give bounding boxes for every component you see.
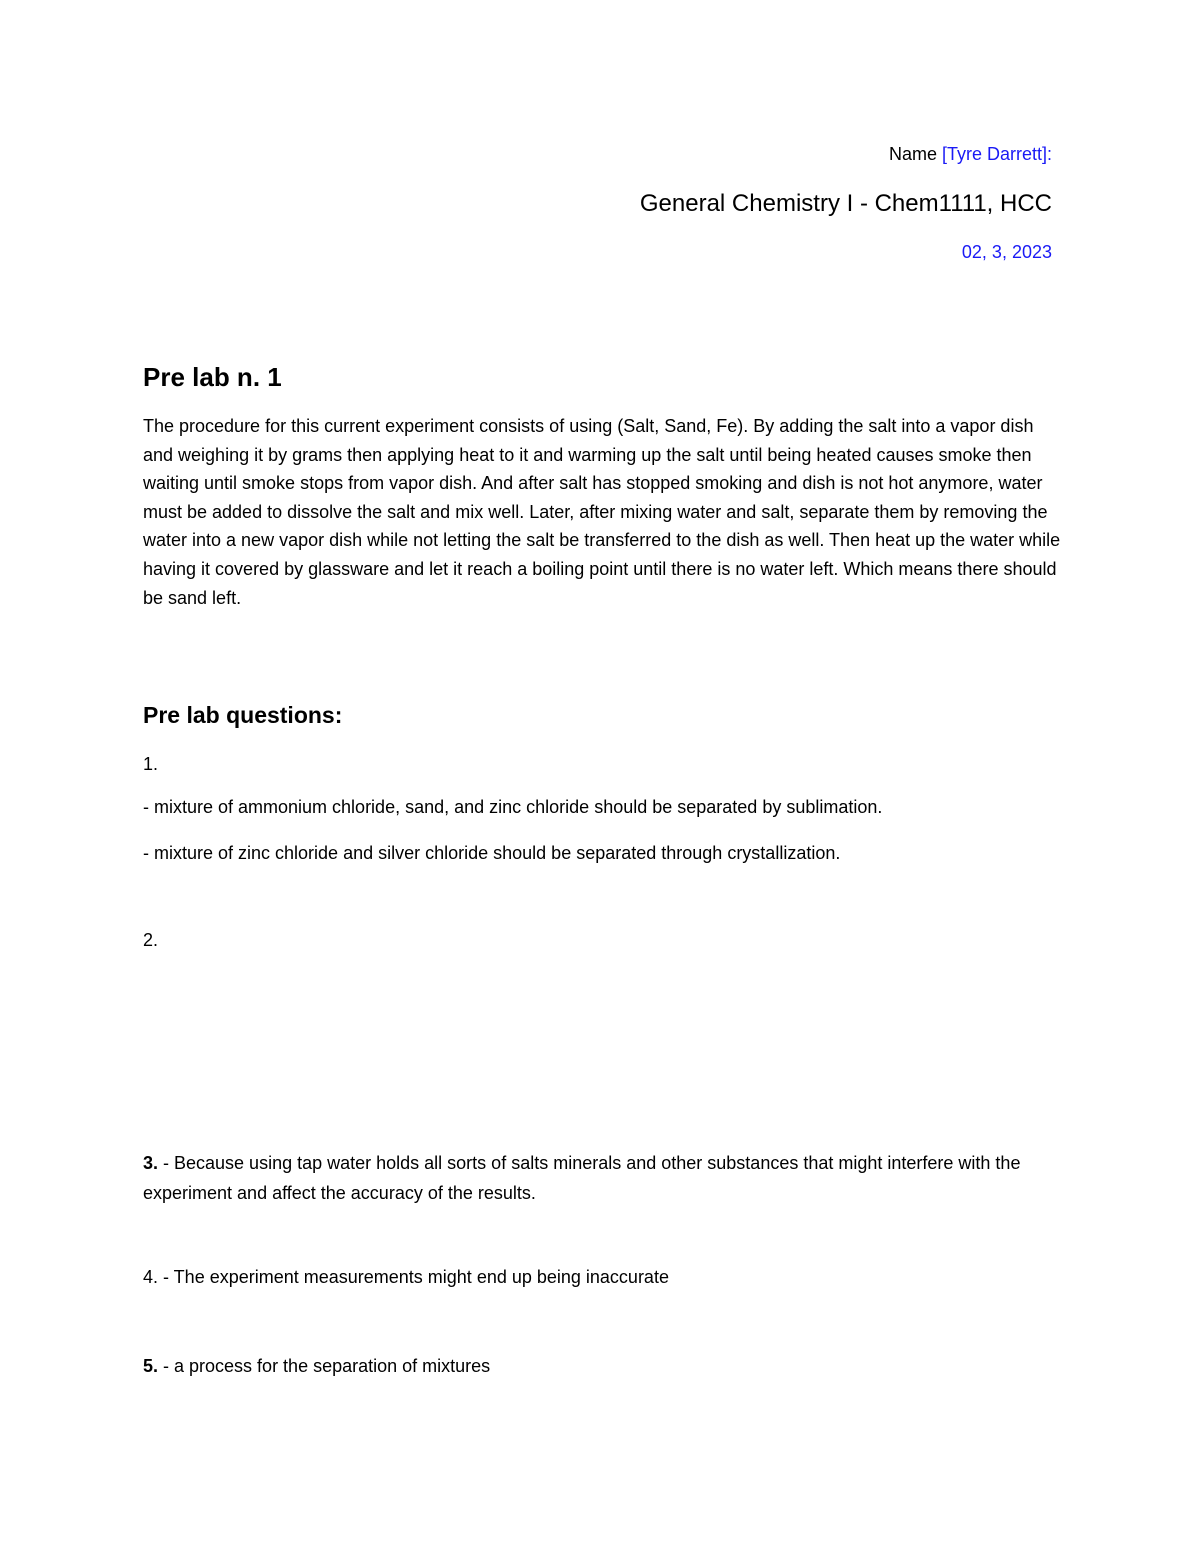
questions-heading: Pre lab questions: [143, 702, 343, 728]
question-3-number: 3. [143, 1153, 159, 1173]
course-title: General Chemistry I - Chem1111, HCC [639, 190, 1052, 217]
question-5 [143, 1356, 490, 1377]
name-label: Name [888, 144, 942, 164]
question-5-number: 5. [143, 1356, 159, 1376]
question-4 [143, 1267, 669, 1288]
procedure-paragraph: The procedure for this current experiment consists of using (Salt, Sand, Fe). By adding the salt into a vapor dish and weighing it by grams then applying heat to it and warming up the salt until being heated causes smoke then waiting until smoke stops from vapor dish. And after salt has stopped smoking and dish is not hot anymore, water must be added to dissolve the salt and mix well. Later, after mixing water and salt, separate them by removing the water into a new vapor dish while not letting the salt be transferred to the dish as well. Then heat up the water while having it covered by glassware and let it reach a boiling point until there is no water left. Which means there should be sand left. [143, 416, 1061, 608]
question-1-answer-b: - mixture of zinc chloride and silver chloride should be separated through crystallization. [143, 843, 841, 863]
document-date: 02, 3, 2023 [961, 242, 1052, 262]
question-3-answer: - Because using tap water holds all sorts of salts minerals and other substances that might interfere with the experiment and affect the accuracy of the results. [143, 1153, 1021, 1203]
question-4-number: 4. [143, 1267, 159, 1287]
question-2-number: 2. [143, 930, 159, 950]
question-5-answer: - a process for the separation of mixtures [158, 1356, 491, 1376]
question-1-answer-a: - mixture of ammonium chloride, sand, and zinc chloride should be separated by sublimation. [143, 797, 883, 817]
student-name: [Tyre Darrett]: [941, 144, 1052, 164]
prelab-heading: Pre lab n. 1 [143, 362, 282, 392]
question-3 [143, 1148, 1063, 1208]
student-name-line [889, 144, 1052, 165]
question-4-answer: - The experiment measurements might end up being inaccurate [158, 1267, 669, 1287]
question-1-number: 1. [143, 754, 159, 774]
